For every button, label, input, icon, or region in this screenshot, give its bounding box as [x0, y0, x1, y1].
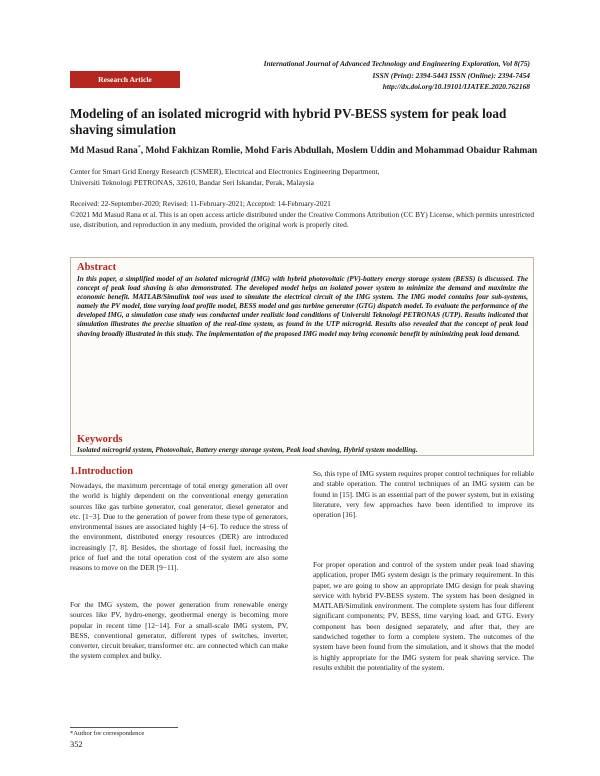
- co-authors: , Mohd Fakhizan Romlie, Mohd Faris Abdullah, Moslem Uddin and Mohammad Obaidur Rahman: [140, 146, 538, 157]
- paper-title: Modeling of an isolated microgrid with hybrid PV-BESS system for peak load shaving simulation: [70, 106, 507, 137]
- author-list: [70, 143, 540, 158]
- affiliation: [70, 167, 540, 188]
- intro-paragraph-3: So, this type of IMG system requires proper control techniques for reliable and stable operation. The control techniques of an IMG system can be found in [15]. IMG is an essential part of the power system, but in existing literature, very few approaches have been identified to improve its operation [16].: [313, 469, 534, 520]
- article-type-badge: Research Article: [70, 71, 180, 88]
- intro-paragraph-4: For proper operation and control of the system under peak load shaving application, proper IMG system design is the primary requirement. In this paper, we are going to show an appropriate IMG design for peak shaving service with hybrid PV-BESS system. The system has been designed in MATLAB/Simulink environment. The complete system has four different significant components; PV, BESS, time varying load, and GTG. Every component has been designed separately, and after that, they are sandwiched together to form a complete system. The outcomes of the system have been found from the simulation, and it shows that the model is highly appropriate for the IMG system for peak shaving service. The results exhibit the potentiality of the system.: [313, 560, 534, 672]
- affiliation-line-1: Center for Smart Grid Energy Research (CSMER), Electrical and Electronics Engineering Department,: [70, 167, 380, 176]
- keywords-text: Isolated microgrid system, Photovoltaic, Battery energy storage system, Peak load shaving, Hybrid system modelling.: [77, 446, 418, 454]
- journal-doi[interactable]: http://dx.doi.org/10.19101/IJATEE.2020.762168: [382, 82, 530, 91]
- corresponding-author: Md Masud Rana: [70, 146, 138, 157]
- intro-paragraph-2: For the IMG system, the power generation from renewable energy sources like PV, hydro-energy, geothermal energy is becoming more popular in recent time [12−14]. For a small-scale IMG system, PV, BESS, conventional generator, different types of switches, inverter, converter, circuit breaker, transformer etc. are connected which can make the system complex and bulky.: [70, 600, 288, 661]
- abstract-text: In this paper, a simplified model of an isolated microgrid (IMG) with hybrid photovoltaic (PV)-battery energy storage system (BESS) is discussed. The concept of peak load shaving is also demonstrated. The developed model helps an isolated power system to minimize the demand and maximize the economic benefit. MATLAB/Simulink tool was used to simulate the electrical circuit of the IMG system. The IMG model contains four sub-systems, namely the PV model, time varying load profile model, BESS model and gas turbine generator (GTG) dispatch model. To evaluate the performance of the developed IMG, a simulation case study was conducted under realistic load conditions of Universiti Teknologi PETRONAS (UTP). Results indicated that simulation illustrates the precise situation of the real-time system, as found in the UTP microgrid. Results also revealed that the concept of peak load shaving broadly illustrated in this study. The implementation of the proposed IMG model may bring economic benefit by minimizing peak load demand.: [77, 275, 528, 338]
- page-number: 352: [70, 740, 83, 749]
- article-dates: Received: 22-September-2020; Revised: 11-February-2021; Accepted: 14-February-2021: [70, 199, 331, 208]
- intro-paragraph-1: Nowadays, the maximum percentage of total energy generation all over the world is highly dependent on the conventional energy generation sources like gas turbine generator, coal generator, diesel generator and etc. [1−3]. Due to the generation of power from these type of generators, environmental issues are associated highly [4−6]. To reduce the stress of the environment, distributed energy resources (DER) are introduced increasingly [7, 8]. Besides, the shortage of fossil fuel, increasing the price of fuel and the total operation cost of the system are also some reasons to move on the DER [9−11].: [70, 481, 288, 573]
- abstract-heading: Abstract: [77, 262, 117, 273]
- journal-name: International Journal of Advanced Technology and Engineering Exploration, Vol 8(75): [263, 59, 530, 68]
- journal-issn: ISSN (Print): 2394-5443 ISSN (Online): 2394-7454: [372, 70, 530, 80]
- introduction-heading: 1.Introduction: [70, 466, 133, 477]
- affiliation-line-2: Universiti Teknologi PETRONAS, 32610, Bandar Seri Iskandar, Perak, Malaysia: [70, 177, 314, 187]
- footnote-divider: [70, 727, 178, 728]
- correspondence-mark: *: [137, 145, 141, 151]
- license-statement: ©2021 Md Masud Rana et al. This is an open access article distributed under the Creative Commons Attribution (CC BY) License, which permits unrestricted use, distribution, and reproduction in any medium, provided the original work is properly cited.: [70, 210, 534, 229]
- keywords-heading: Keywords: [77, 434, 123, 445]
- correspondence-footnote: *Author for correspondence: [70, 730, 145, 737]
